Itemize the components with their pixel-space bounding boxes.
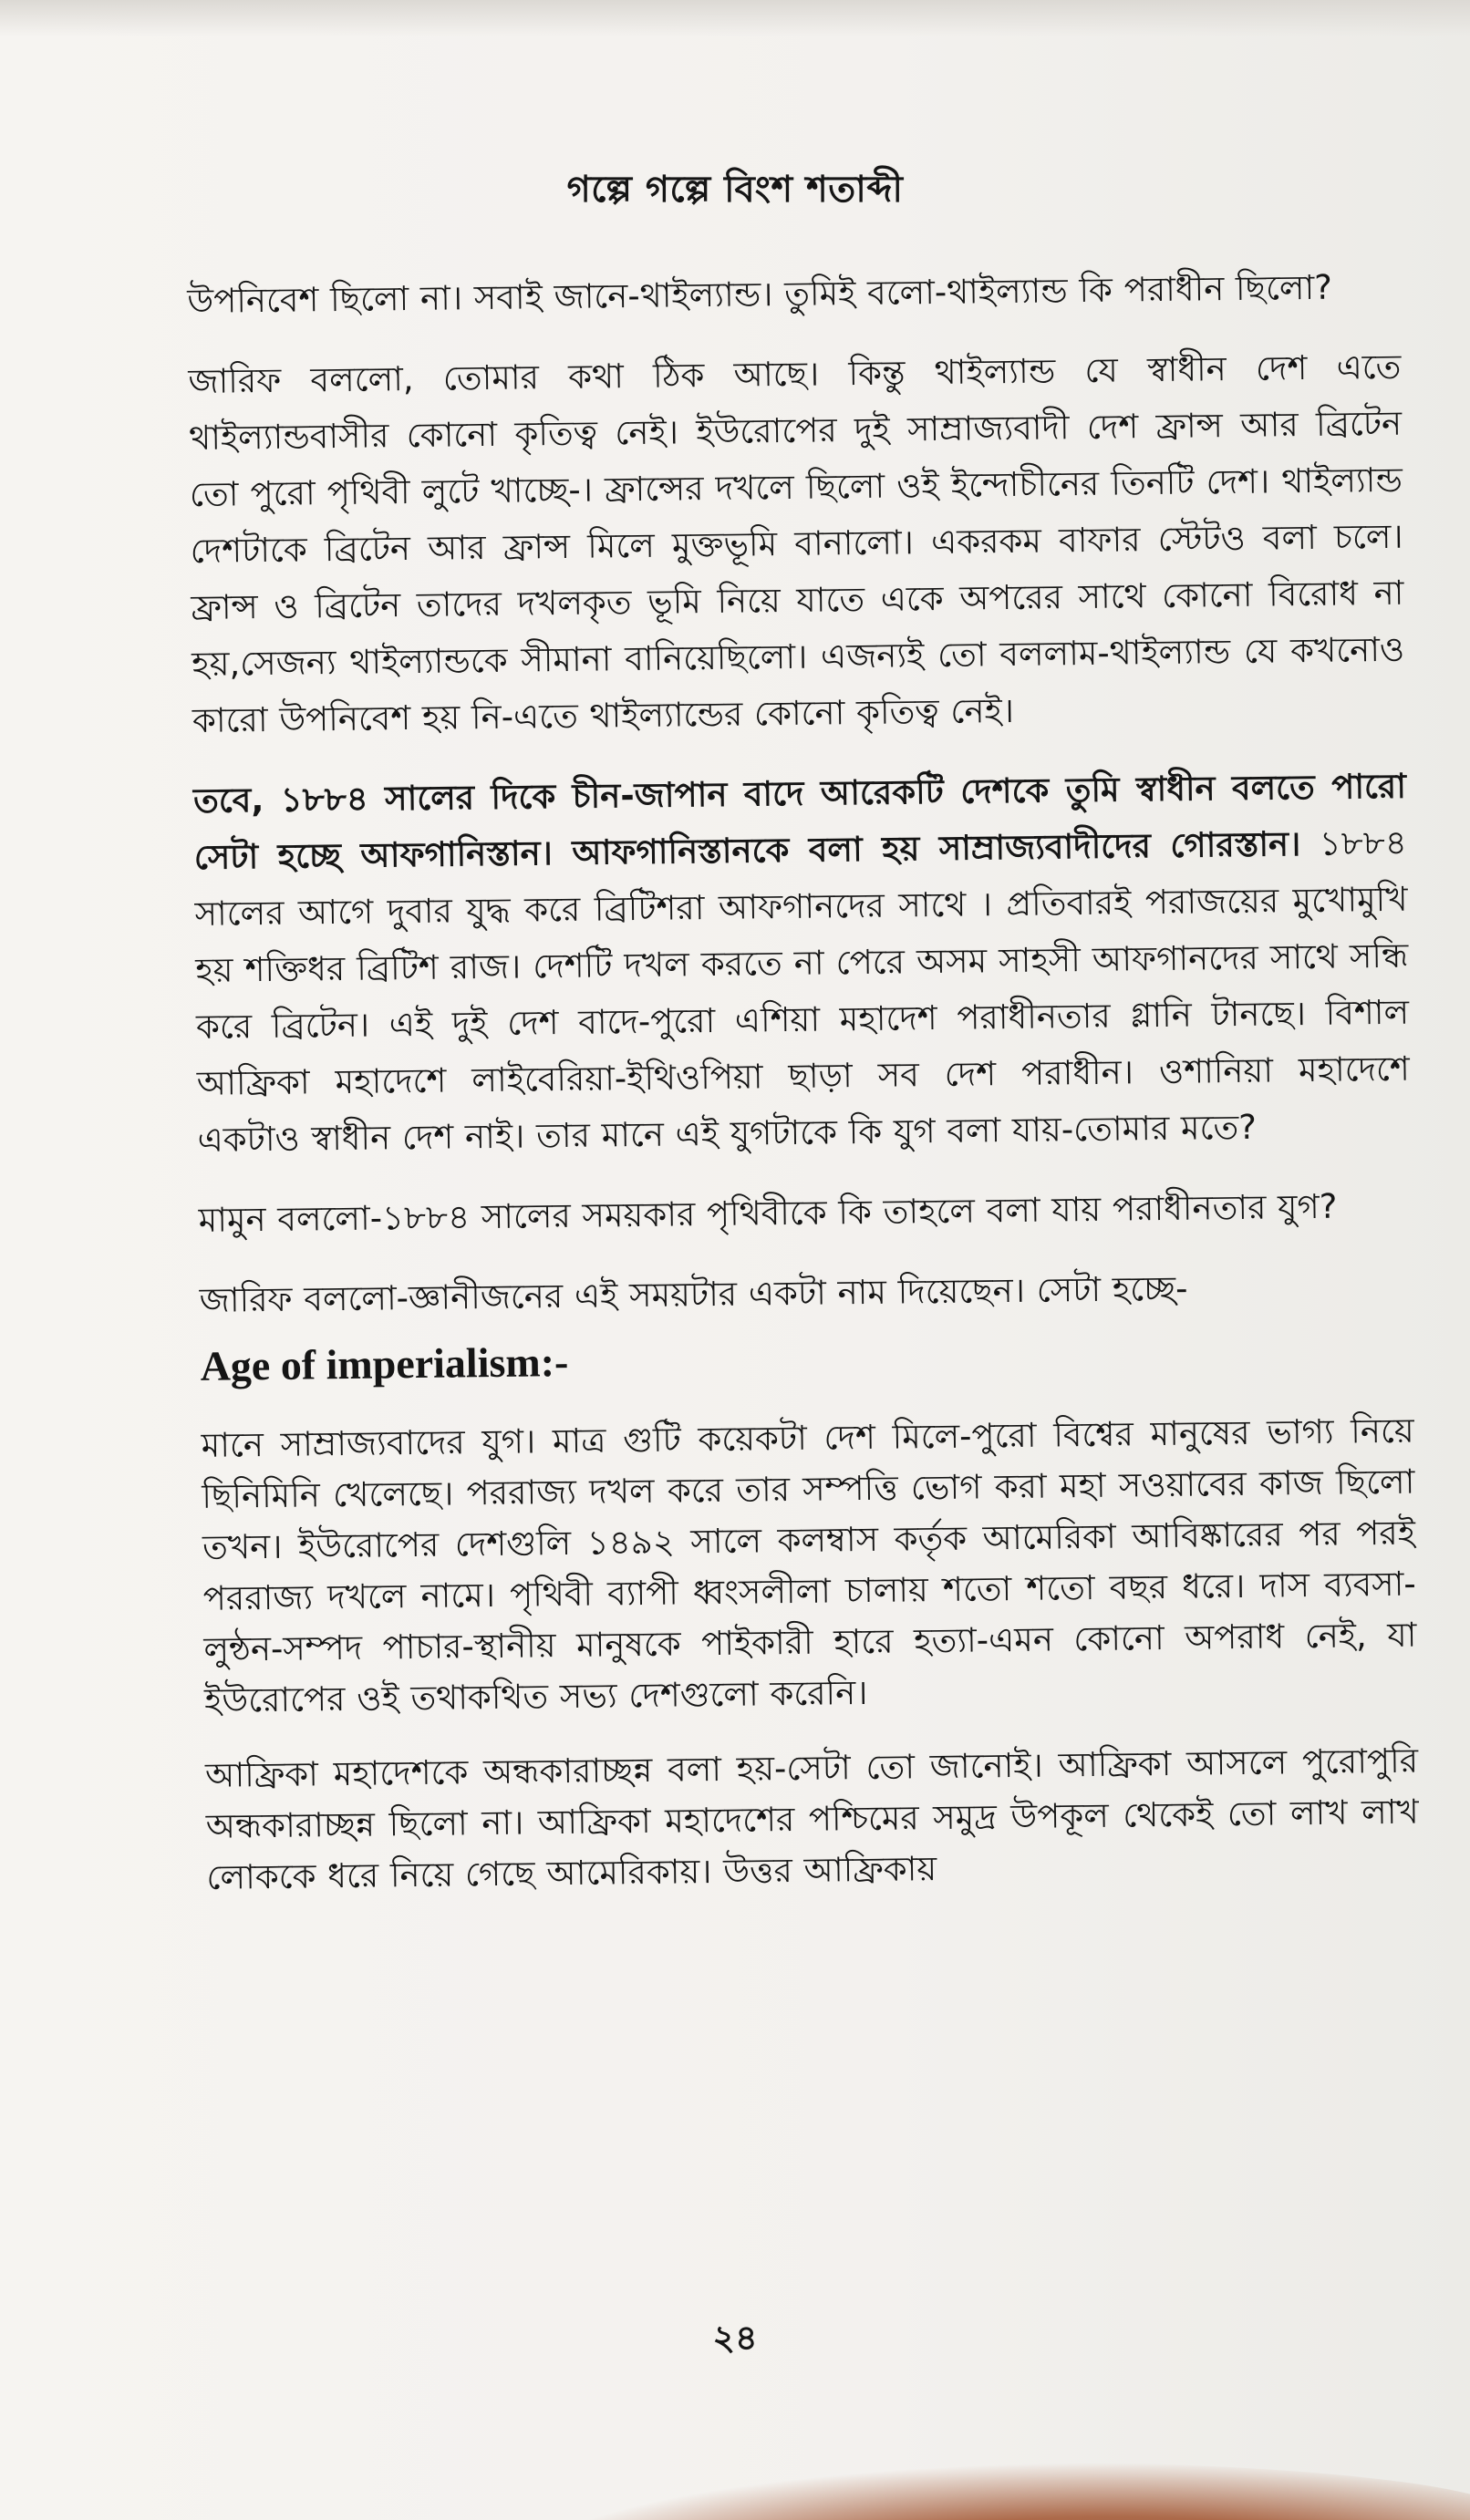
paragraph-jarif-intro: জারিফ বললো-জ্ঞানীজনের এই সময়টার একটা নাম দিয়েছেন। সেটা হচ্ছে- — [199, 1268, 1188, 1320]
paragraph-thailand-question: উপনিবেশ ছিলো না। সবাই জানে-থাইল্যান্ড। তুমিই বলো-থাইল্যান্ড কি পরাধীন ছিলো? — [187, 267, 1333, 321]
section-heading: Age of imperialism:- — [200, 1337, 569, 1389]
paragraph-thailand-answer: জারিফ বললো, তোমার কথা ঠিক আছে। কিন্তু থাইল্যান্ড যে স্বাধীন দেশ এতে থাইল্যান্ডবাসীর কোনো কৃতিত্ব নেই। ইউরোপের দুই সাম্রাজ্যবাদী দেশ ফ্রান্স আর ব্রিটেন তো পুরো পৃথিবী লুটে খাচ্ছে-। ফ্রান্সের দখলে ছিলো ওই ইন্দোচীনের তিনটি দেশ। থাইল্যান্ড দেশটাকে ব্রিটেন আর ফ্রান্স মিলে মুক্তভূমি বানালো। একরকম বাফার স্টেটও বলা চলে। ফ্রান্স ও ব্রিটেন তাদের দখলকৃত ভূমি নিয়ে যাতে একে অপরের সাথে কোনো বিরোধ না হয়,সেজন্য থাইল্যান্ডকে সীমানা বানিয়েছিলো। এজন্যই তো বললাম-থাইল্যান্ড যে কখনোও কারো উপনিবেশ হয় নি-এতে থাইল্যান্ডের কোনো কৃতিত্ব নেই। — [188, 346, 1405, 740]
page-number: ২৪ — [712, 2318, 758, 2358]
paragraph-afghanistan — [193, 759, 1411, 1169]
paragraph-afghanistan-bold: তবে, ১৮৮৪ সালের দিকে চীন-জাপান বাদে আরেকটি দেশকে তুমি স্বাধীন বলতে পারো সেটা হচ্ছে আফগানিস্তান। আফগানিস্তানকে বলা হয় সাম্রাজ্যবাদীদের গোরস্তান। — [192, 766, 1407, 877]
paragraph-africa: আফ্রিকা মহাদেশকে অন্ধকারাচ্ছন্ন বলা হয়-সেটা তো জানোই। আফ্রিকা আসলে পুরোপুরি অন্ধকারাচ্ছন্ন ছিলো না। আফ্রিকা মহাদেশের পশ্চিমের সমুদ্র উপকূল থেকেই তো লাখ লাখ লোককে ধরে নিয়ে গেছে আমেরিকায়। উত্তর আফ্রিকায় — [204, 1740, 1419, 1897]
running-head: গল্পে গল্পে বিংশ শতাব্দী — [566, 169, 904, 211]
page-edge-shadow — [511, 2462, 1470, 2520]
paragraph-age-of-imperialism: মানে সাম্রাজ্যবাদের যুগ। মাত্র গুটি কয়েকটা দেশ মিলে-পুরো বিশ্বের মানুষের ভাগ্য নিয়ে ছিনিমিনি খেলেছে। পররাজ্য দখল করে তার সম্পত্তি ভোগ করা মহা সওয়াবের কাজ ছিলো তখন। ইউরোপের দেশগুলি ১৪৯২ সালে কলম্বাস কর্তৃক আমেরিকা আবিষ্কারের পর পরই পররাজ্য দখলে নামে। পৃথিবী ব্যাপী ধ্বংসলীলা চালায় শতো শতো বছর ধরে। দাস ব্যবসা-লুন্ঠন-সম্পদ পাচার-স্থানীয় মানুষকে পাইকারী হারে হত্যা-এমন কোনো অপরাধ নেই, যা ইউরোপের ওই তথাকথিত সভ্য দেশগুলো করেনি। — [201, 1410, 1417, 1720]
body-text — [187, 259, 1420, 1927]
paragraph-afghanistan-rest: ১৮৮৪ সালের আগে দুবার যুদ্ধ করে ব্রিটিশরা আফগানদের সাথে । প্রতিবারই পরাজয়ের মুখোমুখি হয় শক্তিধর ব্রিটিশ রাজ। দেশটি দখল করতে না পেরে অসম সাহসী আফগানদের সাথে সন্ধি করে ব্রিটেন। এই দুই দেশ বাদে-পুরো এশিয়া মহাদেশ পরাধীনতার গ্লানি টানছে। বিশাল আফ্রিকা মহাদেশে লাইবেরিয়া-ইথিওপিয়া ছাড়া সব দেশ পরাধীন। ওশানিয়া মহাদেশে একটাও স্বাধীন দেশ নাই। তার মানে এই যুগটাকে কি যুগ বলা যায়-তোমার মতে? — [194, 822, 1411, 1160]
paragraph-mamun: মামুন বললো-১৮৮৪ সালের সময়কার পৃথিবীকে কি তাহলে বলা যায় পরাধীনতার যুগ? — [198, 1186, 1338, 1240]
